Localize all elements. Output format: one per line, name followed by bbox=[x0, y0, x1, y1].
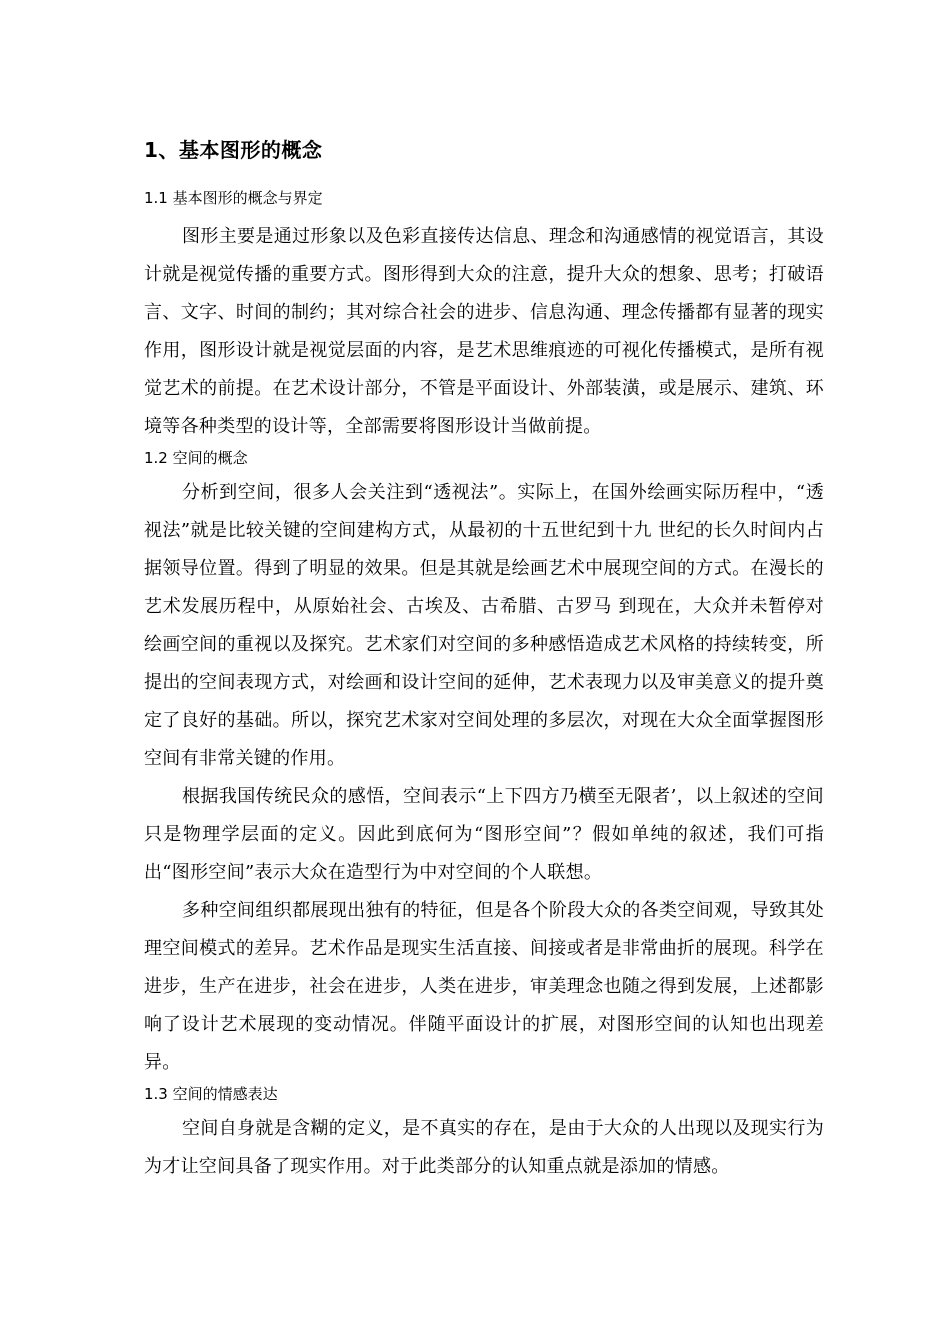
paragraph: 图形主要是通过形象以及色彩直接传达信息、理念和沟通感情的视觉语言，其设计就是视觉传播的重要方式。图形得到大众的注意，提升大众的想象、思考；打破语言、文字、时间的制约；其对综合社会的进步、信息沟通、理念传播都有显著的现实作用，图形设计就是视觉层面的内容，是艺术思维痕迹的可视化传播模式，是所有视觉艺术的前提。在艺术设计部分，不管是平面设计、外部装潢，或是展示、建筑、环境等各种类型的设计等，全部需要将图形设计当做前提。 bbox=[144, 226, 824, 437]
section-heading-1-3: 1.3 空间的情感表达 bbox=[144, 1085, 278, 1103]
document-body bbox=[144, 134, 824, 1186]
section-heading-1-2: 1.2 空间的概念 bbox=[144, 449, 248, 467]
paragraph: 分析到空间，很多人会关注到“透视法”。实际上，在国外绘画实际历程中，“透视法”就是比较关键的空间建构方式，从最初的十五世纪到十九 世纪的长久时间内占据领导位置。得到了明显的效果。但是其就是绘画艺术中展现空间的方式。在漫长的艺术发展历程中，从原始社会、古埃及、古希腊、古罗马 到现在，大众并未暂停对绘画空间的重视以及探究。艺术家们对空间的多种感悟造成艺术风格的持续转变，所提出的空间表现方式，对绘画和设计空间的延伸，艺术表现力以及审美意义的提升奠定了良好的基础。所以，探究艺术家对空间处理的多层次，对现在大众全面掌握图形空间有非常关键的作用。 bbox=[144, 482, 824, 769]
chapter-heading: 1、基本图形的概念 bbox=[144, 138, 323, 162]
paragraph: 多种空间组织都展现出独有的特征，但是各个阶段大众的各类空间观，导致其处理空间模式的差异。艺术作品是现实生活直接、间接或者是非常曲折的展现。科学在进步，生产在进步，社会在进步，人类在进步，审美理念也随之得到发展，上述都影响了设计艺术展现的变动情况。伴随平面设计的扩展，对图形空间的认知也出现差异。 bbox=[144, 900, 824, 1073]
paragraph: 根据我国传统民众的感悟，空间表示“上下四方乃横至无限者’，以上叙述的空间只是物理学层面的定义。因此到底何为“图形空间”？假如单纯的叙述，我们可指出“图形空间”表示大众在造型行为中对空间的个人联想。 bbox=[144, 786, 824, 883]
section-heading-1-1: 1.1 基本图形的概念与界定 bbox=[144, 189, 323, 207]
paragraph: 空间自身就是含糊的定义，是不真实的存在，是由于大众的人出现以及现实行为为才让空间具备了现实作用。对于此类部分的认知重点就是添加的情感。 bbox=[144, 1118, 824, 1177]
